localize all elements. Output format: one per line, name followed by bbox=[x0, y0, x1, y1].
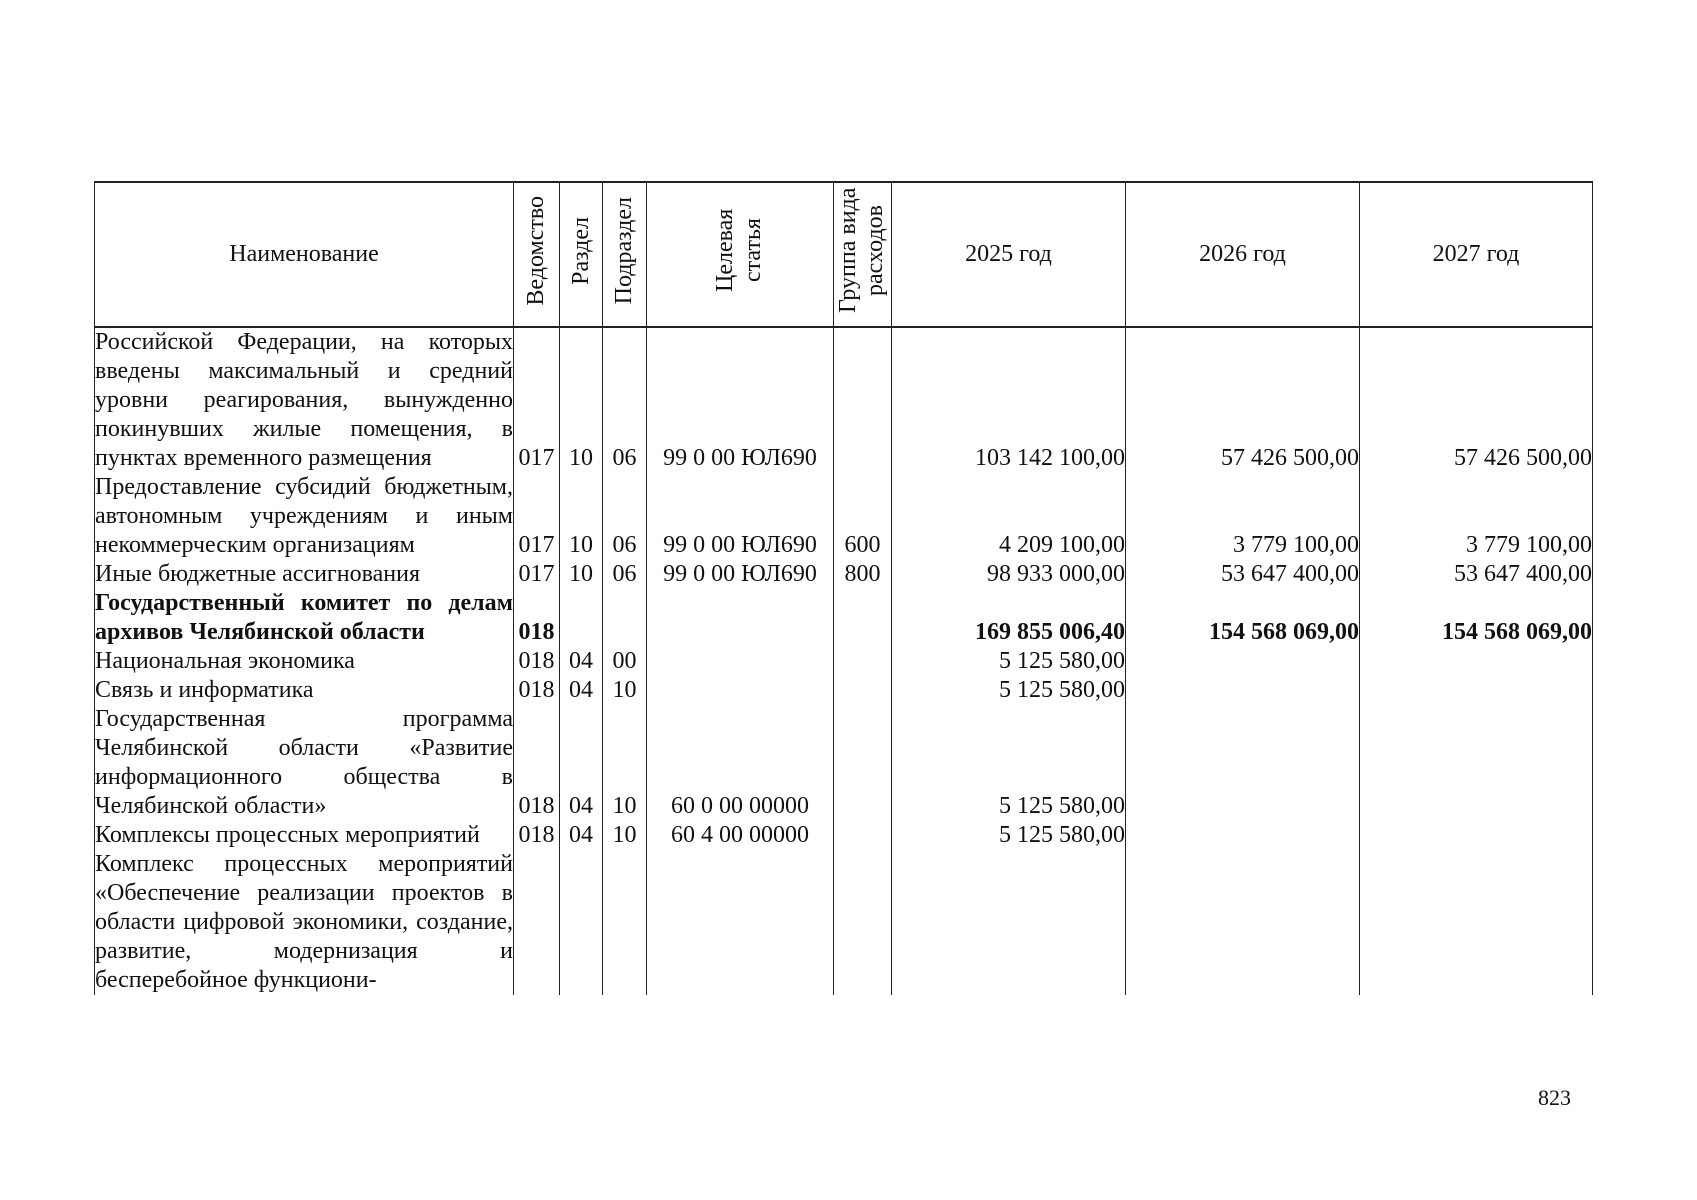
header-name: Наименование bbox=[95, 182, 514, 327]
cell-gruppa: 800 bbox=[834, 560, 892, 589]
cell-name: Иные бюджетные ассигнования bbox=[95, 560, 514, 589]
cell-2027 bbox=[1360, 821, 1593, 850]
table-row bbox=[95, 850, 1593, 995]
cell-name: Российской Федерации, на которых введены максимальный и средний уровни реагирования, вынужденно покинувших жилые помещения, в пунктах временного размещения bbox=[95, 329, 513, 471]
cell-2025: 5 125 580,00 bbox=[892, 676, 1126, 705]
table-row bbox=[95, 676, 1593, 705]
table-row bbox=[95, 589, 1593, 647]
header-vedomstvo: Ведомство bbox=[514, 182, 560, 327]
header-podrazdel: Подраздел bbox=[603, 182, 647, 327]
cell-name: Комплекс процессных мероприятий «Обеспечение реализации проектов в области цифровой экономики, создание, развитие, модернизация и бесперебойное функциони- bbox=[95, 851, 513, 993]
cell-podrazdel: 06 bbox=[603, 327, 647, 473]
header-2026: 2026 год bbox=[1126, 182, 1360, 327]
cell-celevaya: 60 4 00 00000 bbox=[647, 821, 834, 850]
cell-2027: 3 779 100,00 bbox=[1360, 473, 1593, 560]
cell-name: Государственная программа Челябинской области «Развитие информационного общества в Челябинской области» bbox=[95, 706, 513, 819]
cell-vedomstvo: 018 bbox=[514, 705, 560, 821]
cell-2026 bbox=[1126, 676, 1360, 705]
cell-2026: 3 779 100,00 bbox=[1126, 473, 1360, 560]
cell-podrazdel: 06 bbox=[603, 473, 647, 560]
cell-gruppa bbox=[834, 850, 892, 995]
cell-2025: 4 209 100,00 bbox=[892, 473, 1126, 560]
cell-podrazdel bbox=[603, 850, 647, 995]
cell-vedomstvo: 018 bbox=[514, 676, 560, 705]
cell-2025: 5 125 580,00 bbox=[892, 821, 1126, 850]
cell-razdel: 10 bbox=[560, 560, 603, 589]
cell-name: Комплексы процессных мероприятий bbox=[95, 821, 514, 850]
table-row bbox=[95, 473, 1593, 560]
cell-2026 bbox=[1126, 821, 1360, 850]
cell-2027 bbox=[1360, 705, 1593, 821]
cell-2027 bbox=[1360, 647, 1593, 676]
cell-gruppa bbox=[834, 647, 892, 676]
cell-razdel: 04 bbox=[560, 821, 603, 850]
cell-razdel: 04 bbox=[560, 705, 603, 821]
cell-2025: 98 933 000,00 bbox=[892, 560, 1126, 589]
cell-razdel: 10 bbox=[560, 473, 603, 560]
cell-2025 bbox=[892, 850, 1126, 995]
header-2027: 2027 год bbox=[1360, 182, 1593, 327]
cell-2027 bbox=[1360, 850, 1593, 995]
table-row bbox=[95, 647, 1593, 676]
cell-name: Национальная экономика bbox=[95, 647, 514, 676]
cell-gruppa bbox=[834, 821, 892, 850]
cell-celevaya bbox=[647, 676, 834, 705]
cell-vedomstvo: 017 bbox=[514, 327, 560, 473]
cell-2025: 103 142 100,00 bbox=[892, 327, 1126, 473]
header-razdel: Раздел bbox=[560, 182, 603, 327]
table-row bbox=[95, 560, 1593, 589]
cell-razdel bbox=[560, 850, 603, 995]
cell-name: Государственный комитет по делам архивов Челябинской области bbox=[95, 590, 513, 645]
budget-table bbox=[94, 181, 1593, 995]
table-row bbox=[95, 705, 1593, 821]
cell-vedomstvo: 018 bbox=[514, 821, 560, 850]
cell-2026 bbox=[1126, 705, 1360, 821]
cell-vedomstvo: 018 bbox=[514, 647, 560, 676]
cell-celevaya: 99 0 00 ЮЛ690 bbox=[647, 560, 834, 589]
cell-gruppa bbox=[834, 589, 892, 647]
table-row bbox=[95, 821, 1593, 850]
cell-podrazdel bbox=[603, 589, 647, 647]
cell-podrazdel: 00 bbox=[603, 647, 647, 676]
cell-vedomstvo bbox=[514, 850, 560, 995]
cell-2026: 57 426 500,00 bbox=[1126, 327, 1360, 473]
cell-2026: 154 568 069,00 bbox=[1126, 589, 1360, 647]
cell-2026: 53 647 400,00 bbox=[1126, 560, 1360, 589]
cell-name: Связь и информатика bbox=[95, 676, 514, 705]
cell-2025: 5 125 580,00 bbox=[892, 647, 1126, 676]
cell-razdel: 10 bbox=[560, 327, 603, 473]
cell-gruppa: 600 bbox=[834, 473, 892, 560]
cell-2027: 154 568 069,00 bbox=[1360, 589, 1593, 647]
cell-2027 bbox=[1360, 676, 1593, 705]
cell-2025: 5 125 580,00 bbox=[892, 705, 1126, 821]
cell-gruppa bbox=[834, 327, 892, 473]
cell-celevaya: 60 0 00 00000 bbox=[647, 705, 834, 821]
header-gruppa-vida-raskhodov: Группа вида расходов bbox=[834, 182, 892, 327]
cell-vedomstvo: 018 bbox=[514, 589, 560, 647]
cell-gruppa bbox=[834, 676, 892, 705]
cell-gruppa bbox=[834, 705, 892, 821]
cell-celevaya bbox=[647, 850, 834, 995]
cell-razdel: 04 bbox=[560, 676, 603, 705]
cell-vedomstvo: 017 bbox=[514, 560, 560, 589]
cell-razdel bbox=[560, 589, 603, 647]
cell-2026 bbox=[1126, 647, 1360, 676]
cell-celevaya: 99 0 00 ЮЛ690 bbox=[647, 327, 834, 473]
cell-celevaya: 99 0 00 ЮЛ690 bbox=[647, 473, 834, 560]
cell-2025: 169 855 006,40 bbox=[892, 589, 1126, 647]
table-row bbox=[95, 327, 1593, 473]
cell-2026 bbox=[1126, 850, 1360, 995]
header-celevaya-statya: Целевая статья bbox=[647, 182, 834, 327]
cell-vedomstvo: 017 bbox=[514, 473, 560, 560]
cell-razdel: 04 bbox=[560, 647, 603, 676]
cell-podrazdel: 10 bbox=[603, 676, 647, 705]
cell-podrazdel: 10 bbox=[603, 821, 647, 850]
cell-celevaya bbox=[647, 647, 834, 676]
page-number: 823 bbox=[1538, 1085, 1571, 1110]
cell-name: Предоставление субсидий бюджетным, автономным учреждениям и иным некоммерческим организациям bbox=[95, 474, 513, 558]
cell-2027: 57 426 500,00 bbox=[1360, 327, 1593, 473]
cell-podrazdel: 10 bbox=[603, 705, 647, 821]
table-header-row bbox=[95, 182, 1593, 327]
header-2025: 2025 год bbox=[892, 182, 1126, 327]
cell-celevaya bbox=[647, 589, 834, 647]
cell-podrazdel: 06 bbox=[603, 560, 647, 589]
cell-2027: 53 647 400,00 bbox=[1360, 560, 1593, 589]
